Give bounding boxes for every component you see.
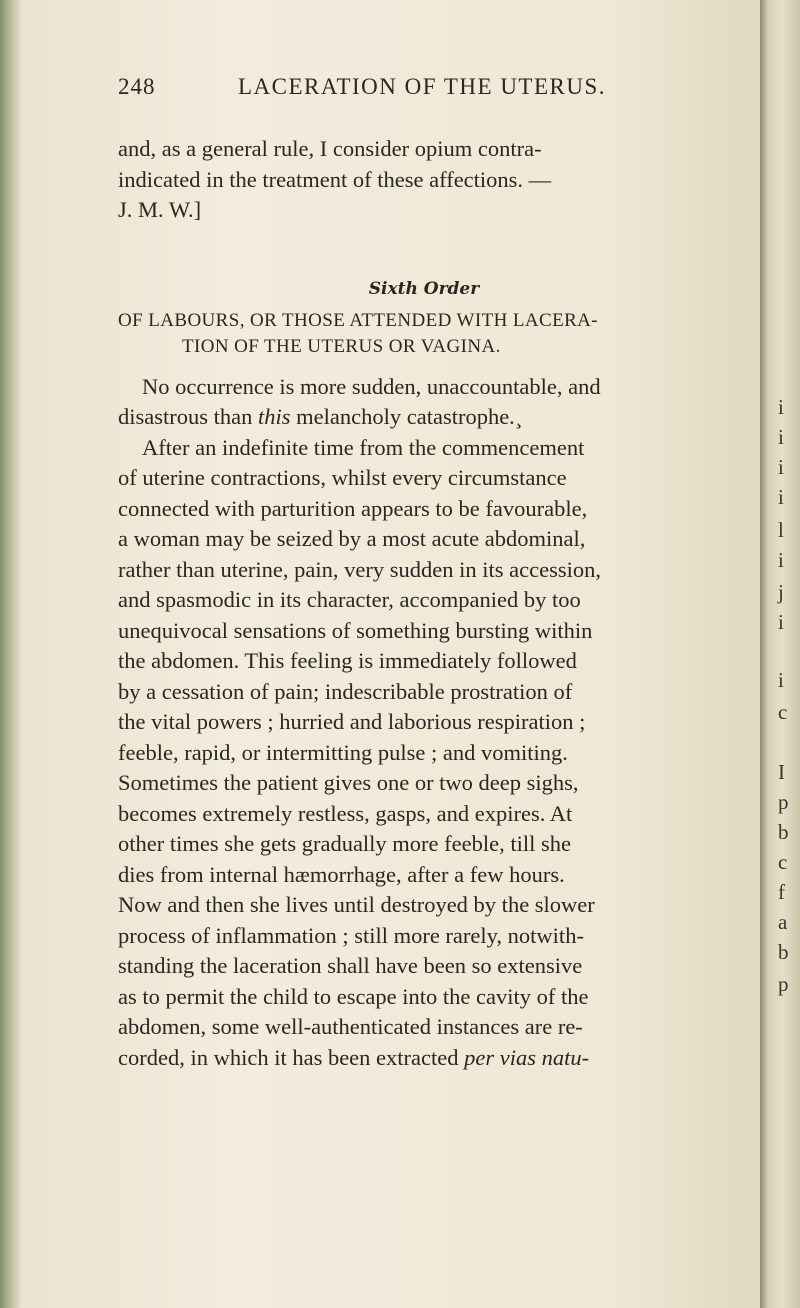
- text-line: J. M. W.]: [118, 197, 202, 222]
- text-line: Now and then she lives until destroyed by the slower: [118, 892, 595, 917]
- edge-letter: b: [778, 820, 789, 844]
- edge-letter: i: [778, 485, 784, 509]
- text-line: dies from internal hæmorrhage, after a few hours.: [118, 861, 565, 887]
- page-number: 248: [118, 74, 156, 99]
- edge-letter: j: [778, 580, 784, 604]
- section-title: Sixth Order: [368, 278, 480, 299]
- edge-letter: i: [778, 455, 784, 479]
- subtitle-line: TION OF THE UTERUS OR VAGINA.: [182, 335, 501, 357]
- text-line: standing the laceration shall have been so extensive: [118, 953, 583, 978]
- italic-text: per vias natu-: [464, 1044, 590, 1070]
- text-line: becomes extremely restless, gasps, and expires. At: [118, 800, 573, 826]
- text-line: abdomen, some well-authenticated instances are re-: [118, 1014, 583, 1039]
- edge-letter: a: [778, 910, 788, 934]
- text-line: the abdomen. This feeling is immediately followed: [118, 648, 577, 673]
- text-span: corded, in which it has been extracted: [118, 1044, 465, 1070]
- text-line: and spasmodic in its character, accompanied by too: [118, 587, 581, 612]
- paragraph-2: [118, 433, 730, 1074]
- text-line: No occurrence is more sudden, unaccountable, and: [142, 373, 601, 399]
- edge-letter: p: [778, 790, 789, 814]
- text-line: connected with parturition appears to be favourable,: [118, 495, 588, 521]
- edge-letter: p: [778, 972, 789, 996]
- edge-letter: i: [778, 395, 784, 419]
- text-line: and, as a general rule, I consider opium contra-: [118, 136, 542, 161]
- intro-paragraph: [118, 134, 730, 226]
- facing-page-edge: [760, 0, 800, 1308]
- text-line: After an indefinite time from the commencement: [142, 434, 585, 460]
- page-text: [118, 134, 730, 1073]
- text-line: Sometimes the patient gives one or two deep sighs,: [118, 770, 579, 795]
- edge-letter: I: [778, 760, 785, 784]
- edge-letter: l: [778, 518, 784, 542]
- edge-letter: i: [778, 610, 784, 634]
- section-subtitle: [118, 308, 730, 360]
- paragraph-1: [118, 372, 730, 433]
- edge-letter: i: [778, 425, 784, 449]
- text-line: indicated in the treatment of these affections. —: [118, 166, 552, 192]
- text-line: by a cessation of pain; indescribable prostration of: [118, 678, 573, 704]
- page-header: [118, 74, 638, 108]
- edge-letter: i: [778, 548, 784, 572]
- running-title: LACERATION OF THE UTERUS.: [238, 74, 607, 99]
- edge-letter: c: [778, 700, 788, 724]
- text-line: unequivocal sensations of something bursting within: [118, 617, 593, 643]
- stray-mark: ¸: [514, 404, 523, 429]
- text-span: disastrous than: [118, 404, 258, 429]
- text-line: as to permit the child to escape into the cavity of the: [118, 983, 589, 1009]
- book-binding-edge: [0, 0, 22, 1308]
- text-line: feeble, rapid, or intermitting pulse ; and vomiting.: [118, 739, 568, 765]
- edge-letter: f: [778, 880, 785, 904]
- text-line: the vital powers ; hurried and laborious respiration ;: [118, 709, 586, 734]
- text-line: a woman may be seized by a most acute abdominal,: [118, 526, 586, 551]
- edge-letter: i: [778, 668, 784, 692]
- edge-letter: b: [778, 940, 789, 964]
- italic-text: this: [258, 404, 291, 429]
- text-line: rather than uterine, pain, very sudden in its accession,: [118, 556, 601, 582]
- text-line: [118, 402, 730, 433]
- text-line: other times she gets gradually more feeble, till she: [118, 831, 571, 856]
- text-line: process of inflammation ; still more rarely, notwith-: [118, 922, 584, 948]
- text-line: [118, 1043, 730, 1074]
- text-span: melancholy catastrophe.: [290, 404, 515, 429]
- edge-letter: c: [778, 850, 788, 874]
- text-line: of uterine contractions, whilst every circumstance: [118, 465, 567, 490]
- subtitle-line: OF LABOURS, OR THOSE ATTENDED WITH LACERA-: [118, 309, 599, 331]
